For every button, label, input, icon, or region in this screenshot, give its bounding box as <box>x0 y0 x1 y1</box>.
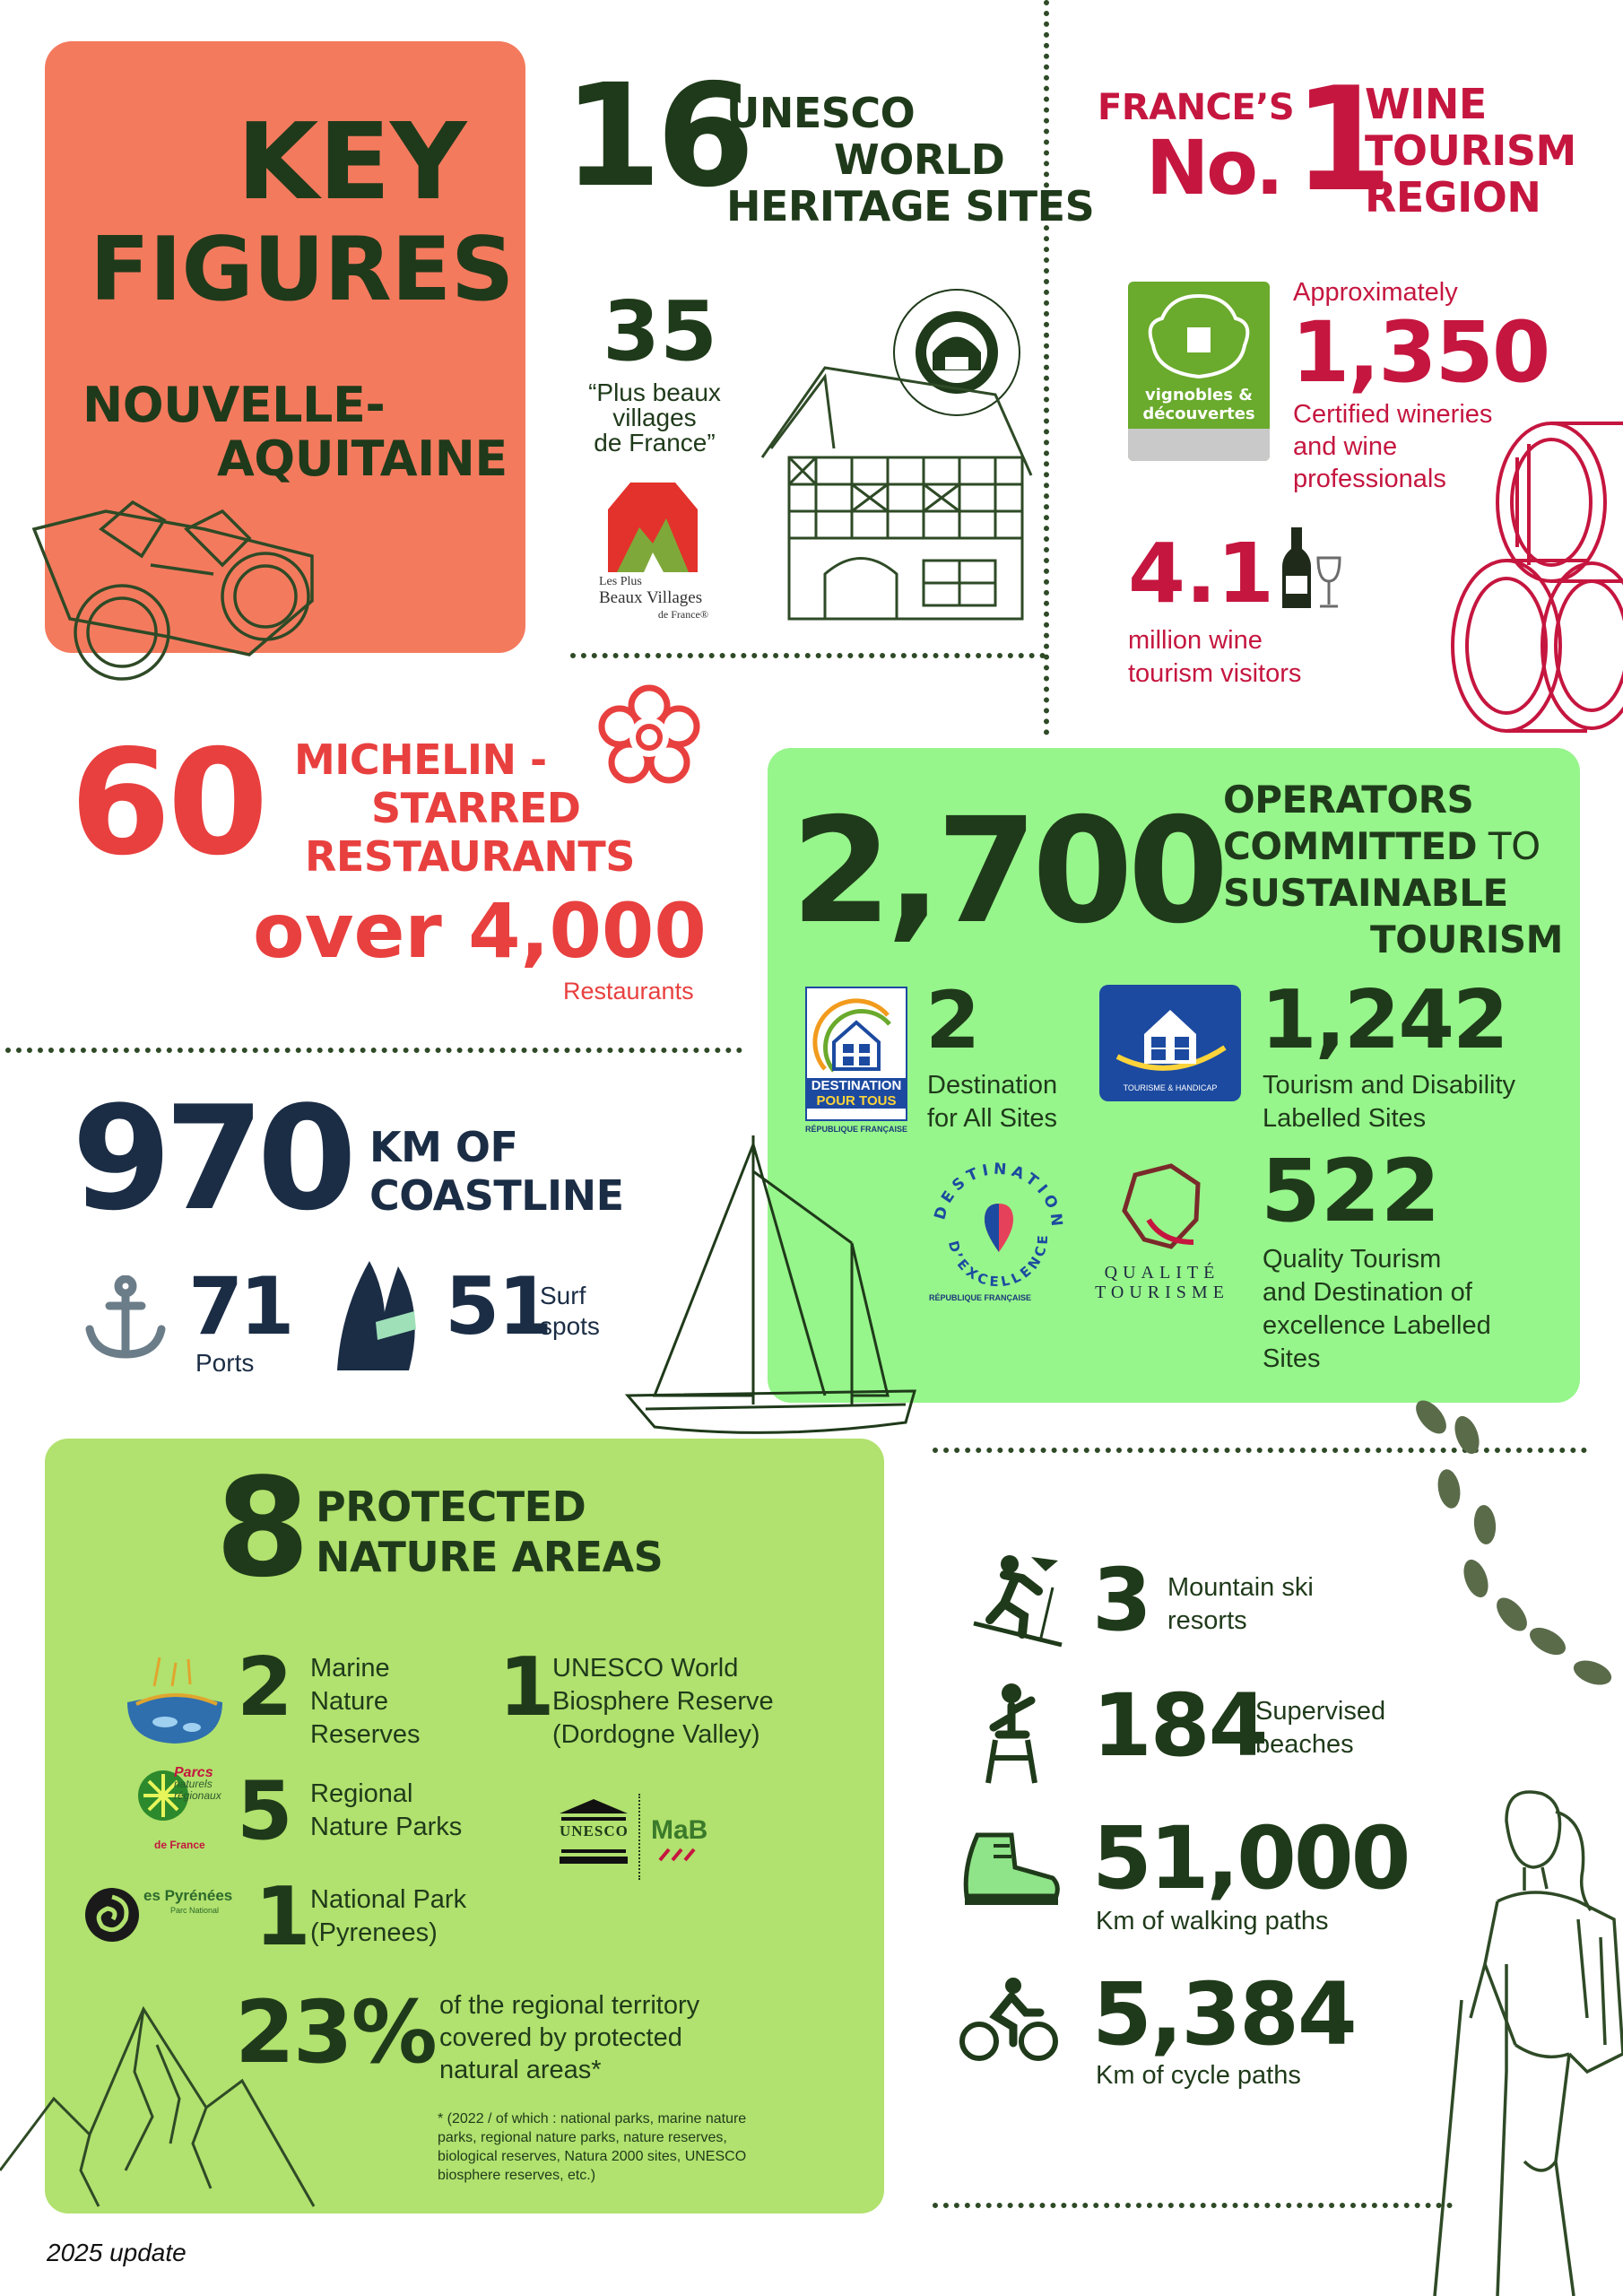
divider-right-bottom <box>933 2203 1453 2208</box>
wine-label-2: TOURISM <box>1365 126 1576 175</box>
wineries-label-3: professionals <box>1293 465 1446 493</box>
michelin-label <box>294 735 635 881</box>
wine-label-3: REGION <box>1365 173 1541 222</box>
key-figures-title <box>90 100 514 323</box>
excellence-label <box>1263 1243 1491 1376</box>
coast-label-1: KM OF <box>369 1123 518 1171</box>
regional-logo-line-3: régionaux <box>174 1789 221 1802</box>
wine-visitors-label <box>1128 624 1301 691</box>
ski-number: 3 <box>1092 1550 1152 1650</box>
unesco-label-2: WORLD <box>834 135 1005 184</box>
region-line-2: AQUITAINE <box>217 430 508 487</box>
handicap-label-2: Labelled Sites <box>1263 1104 1427 1133</box>
surf-label-2: spots <box>540 1312 600 1340</box>
nature-footnote <box>438 2109 746 2185</box>
excellence-label-2: and Destination of <box>1263 1278 1472 1307</box>
ski-label-1: Mountain ski <box>1167 1573 1314 1602</box>
villages-logo-line-3: de France® <box>657 608 708 621</box>
beaches-label-2: beaches <box>1255 1730 1354 1759</box>
national-label-2: (Pyrenees) <box>310 1918 438 1947</box>
unesco-logo-text: UNESCO <box>560 1822 629 1839</box>
wineries-number: 1,350 <box>1291 304 1549 402</box>
biosphere-number: 1 <box>499 1640 555 1735</box>
title-figures: FIGURES <box>90 219 514 321</box>
plus-beaux-villages-logo <box>599 474 707 578</box>
marine-number: 2 <box>237 1640 293 1735</box>
biosphere-label <box>552 1652 774 1752</box>
surf-label <box>540 1281 600 1342</box>
marine-reserve-logo <box>118 1650 231 1749</box>
percent-label-1: of the regional territory <box>439 1991 700 2020</box>
unesco-label <box>726 90 1094 230</box>
michelin-label-2: STARRED <box>371 784 581 832</box>
title-key: KEY <box>237 100 466 223</box>
nature-number: 8 <box>215 1448 310 1607</box>
villages-number: 35 <box>603 283 718 379</box>
wine-prefix: FRANCE’S <box>1098 87 1295 128</box>
destination-pour-tous-logo <box>805 987 907 1121</box>
regional-label-1: Regional <box>310 1779 413 1808</box>
cycle-label: Km of cycle paths <box>1096 2061 1301 2090</box>
excellence-logo-top: DESTINATION <box>931 1160 1066 1231</box>
excellence-label-1: Quality Tourism <box>1263 1245 1442 1274</box>
vine-leaf-icon <box>1128 287 1270 386</box>
marine-label-1: Marine <box>310 1654 390 1683</box>
excellence-label-4: Sites <box>1263 1344 1321 1373</box>
marine-label-2: Nature <box>310 1687 389 1716</box>
wine-visitors-number: 4.1 <box>1128 526 1274 622</box>
marine-label <box>310 1652 421 1752</box>
footnote-line-4: biosphere reserves, etc.) <box>438 2168 596 2183</box>
nature-label-1: PROTECTED <box>316 1483 586 1531</box>
footprints-icon <box>1395 1399 1623 1695</box>
villages-label <box>574 380 735 456</box>
wineries-label-2: and wine <box>1293 432 1398 461</box>
sustainable-number: 2,700 <box>791 787 1224 956</box>
sustainable-label-2b: TO <box>1477 824 1541 868</box>
villages-label-2: villages <box>612 404 697 431</box>
beaches-label-1: Supervised <box>1255 1697 1386 1726</box>
vignobles-decouvertes-logo <box>1128 282 1270 461</box>
hiking-boot-icon <box>959 1831 1062 1909</box>
percent-value: 23% <box>235 1982 436 2083</box>
wine-rank-number: 1 <box>1293 56 1393 223</box>
excellence-logo-sub: RÉPUBLIQUE FRANÇAISE <box>929 1293 1032 1302</box>
regional-label-2: Nature Parks <box>310 1813 463 1841</box>
ski-label-2: resorts <box>1167 1606 1247 1635</box>
surf-number: 51 <box>445 1260 551 1352</box>
dest-tous-logo-line-1: DESTINATION <box>807 1078 906 1093</box>
handicap-number: 1,242 <box>1261 973 1507 1067</box>
ports-number: 71 <box>188 1260 291 1352</box>
biosphere-label-1: UNESCO World <box>552 1654 739 1683</box>
tourisme-handicap-logo <box>1099 985 1241 1101</box>
coast-label-2: COASTLINE <box>369 1171 624 1220</box>
regional-number: 5 <box>237 1764 293 1858</box>
national-label <box>310 1883 466 1950</box>
villages-logo-line-1: Les Plus <box>599 575 642 588</box>
dest-tous-label-1: Destination <box>927 1071 1058 1100</box>
sustainable-label-4: TOURISM <box>1370 918 1563 961</box>
surf-label-1: Surf <box>540 1282 586 1309</box>
sailboat-icon <box>619 1135 924 1449</box>
biosphere-label-2: Biosphere Reserve <box>552 1687 774 1716</box>
handicap-label <box>1263 1069 1515 1135</box>
divider-under-villages <box>570 653 1046 658</box>
ski-label <box>1167 1571 1314 1638</box>
wine-barrels-icon <box>1435 422 1623 753</box>
handicap-label-1: Tourism and Disability <box>1263 1071 1516 1100</box>
regional-logo-text <box>174 1767 221 1802</box>
anchor-icon <box>82 1275 169 1361</box>
surfboards-icon <box>334 1257 432 1374</box>
hiker-icon <box>1399 1785 1623 2296</box>
qualite-tourisme-text <box>1081 1263 1243 1302</box>
excellence-logo-bottom: D’EXCELLENCE <box>944 1231 1052 1291</box>
national-label-1: National Park <box>310 1885 467 1914</box>
wine-rank-word: No. <box>1146 124 1281 212</box>
percent-label-3: natural areas* <box>439 2056 602 2084</box>
pyrenees-logo-icon <box>81 1883 143 1946</box>
wine-visitors-label-1: million wine <box>1128 626 1263 655</box>
pyrenees-logo-line-1: es Pyrénées <box>143 1887 233 1904</box>
regional-logo-line-4: de France <box>154 1839 205 1851</box>
qualite-line-2: TOURISME <box>1095 1283 1229 1302</box>
villages-label-3: de France” <box>594 429 716 457</box>
beaches-number: 184 <box>1092 1675 1267 1776</box>
region-name <box>82 377 508 487</box>
sustainable-label-2 <box>1223 823 1563 870</box>
plus-beaux-villages-logo-text <box>599 574 725 622</box>
unesco-mab-divider <box>638 1794 640 1880</box>
binoculars-icon <box>16 475 321 682</box>
update-note: 2025 update <box>47 2239 187 2266</box>
wineries-approx: Approximately <box>1293 278 1458 307</box>
qualite-tourisme-logo <box>1108 1157 1216 1256</box>
national-number: 1 <box>255 1870 311 1964</box>
handicap-house-icon <box>1099 985 1241 1083</box>
pyrenees-logo-text <box>143 1889 232 1918</box>
nature-label-2: NATURE AREAS <box>316 1533 664 1581</box>
cycle-number: 5,384 <box>1092 1964 1356 2065</box>
villages-logo-line-2: Beaux Villages <box>599 588 703 607</box>
regional-label <box>310 1778 462 1844</box>
region-line-1: NOUVELLE- <box>82 377 386 433</box>
mab-stripes-icon <box>656 1848 710 1862</box>
unesco-label-3: HERITAGE SITES <box>726 182 1095 230</box>
michelin-label-1: MICHELIN - <box>294 735 547 784</box>
wine-label-1: WINE <box>1365 80 1487 128</box>
accessibility-house-icon <box>807 988 906 1078</box>
marine-label-3: Reserves <box>310 1720 421 1749</box>
wine-bottle-glass-icon <box>1280 522 1343 612</box>
sustainable-label-2a: COMMITTED <box>1223 824 1478 868</box>
dest-tous-logo-line-2: POUR TOUS <box>807 1093 906 1109</box>
michelin-number: 60 <box>70 719 265 888</box>
unesco-number: 16 <box>563 54 750 219</box>
lifeguard-icon <box>976 1681 1047 1785</box>
dest-tous-logo-sub: RÉPUBLIQUE FRANÇAISE <box>805 1125 908 1134</box>
footnote-line-3: biological reserves, Natura 2000 sites, UNESCO <box>438 2149 747 2164</box>
regional-logo-line-2: naturels <box>174 1778 213 1790</box>
wineries-label-1: Certified wineries <box>1293 400 1493 429</box>
wine-region-label <box>1365 81 1576 221</box>
dest-tous-number: 2 <box>925 974 981 1066</box>
mab-logo: MaB <box>651 1815 708 1845</box>
sustainable-label-1: OPERATORS <box>1223 778 1474 822</box>
sustainable-label <box>1223 777 1563 963</box>
restaurants-label: Restaurants <box>563 978 694 1004</box>
vignobles-logo-line-1: vignobles & <box>1145 386 1253 404</box>
timbered-house-icon <box>753 359 1040 628</box>
cyclist-icon <box>958 1977 1060 2063</box>
regional-logo-line-1: Parcs <box>174 1765 213 1780</box>
excellence-number: 522 <box>1261 1141 1441 1241</box>
wine-visitors-label-2: tourism visitors <box>1128 659 1302 688</box>
ports-label: Ports <box>195 1349 255 1377</box>
dest-tous-label-2: for All Sites <box>927 1104 1058 1133</box>
pyrenees-logo-line-2: Parc National <box>170 1906 220 1915</box>
percent-label-2: covered by protected <box>439 2023 682 2052</box>
footnote-line-2: parks, regional nature parks, nature reserves, <box>438 2130 727 2145</box>
michelin-label-3: RESTAURANTS <box>305 832 635 881</box>
nature-label <box>316 1482 663 1582</box>
coast-number: 970 <box>72 1074 350 1242</box>
percent-label <box>439 1989 699 2086</box>
restaurants-over: over 4,000 <box>253 887 707 975</box>
mountains-icon <box>0 1991 323 2215</box>
coast-label <box>369 1123 624 1220</box>
sustainable-label-3: SUSTAINABLE <box>1223 871 1508 915</box>
dest-tous-label <box>927 1069 1057 1135</box>
beaches-label <box>1255 1695 1385 1761</box>
divider-under-restaurants <box>5 1048 742 1053</box>
skier-icon <box>968 1552 1067 1650</box>
walking-label: Km of walking paths <box>1096 1907 1329 1935</box>
biosphere-label-3: (Dordogne Valley) <box>552 1720 760 1749</box>
excellence-label-3: excellence Labelled <box>1263 1311 1491 1340</box>
footnote-line-1: * (2022 / of which : national parks, marine nature <box>438 2111 747 2126</box>
unesco-label-1: UNESCO <box>726 89 916 137</box>
qualite-line-1: QUALITÉ <box>1104 1263 1220 1283</box>
villages-label-1: “Plus beaux <box>588 378 721 406</box>
destination-excellence-logo <box>922 1152 1074 1295</box>
walking-number: 51,000 <box>1092 1808 1409 1909</box>
vignobles-logo-line-2: découvertes <box>1142 404 1255 423</box>
handicap-logo-text: TOURISME & HANDICAP <box>1123 1083 1218 1092</box>
